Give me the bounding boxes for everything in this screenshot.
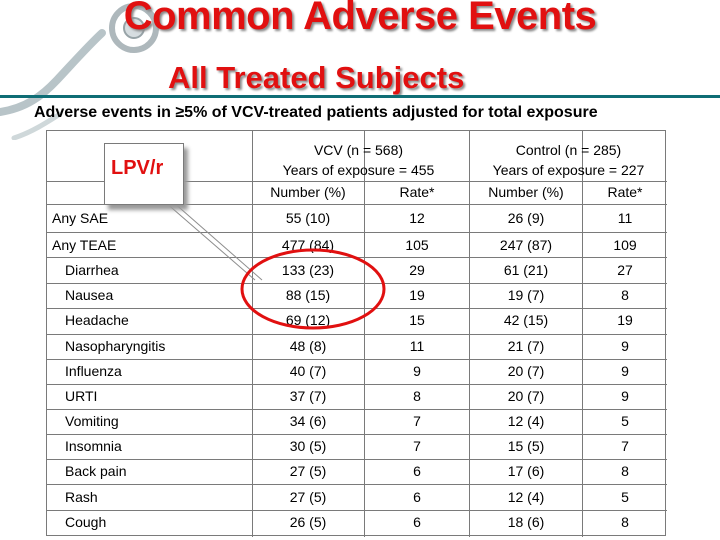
control-rate: 8 [621, 463, 629, 479]
control-number: 21 (7) [507, 338, 545, 354]
vcv-number: 30 (5) [289, 438, 327, 454]
control-number: 247 (87) [499, 237, 553, 253]
lpv-callout [104, 143, 184, 205]
vcv-group-header: VCV (n = 568) Years of exposure = 455 [282, 142, 435, 178]
vcv-rate: 6 [413, 463, 421, 479]
vcv-number: 88 (15) [285, 287, 331, 303]
table-caption: Adverse events in ≥5% of VCV-treated patients adjusted for total exposure [34, 104, 598, 121]
vcv-rate: 7 [413, 413, 421, 429]
vcv-rate: 12 [409, 210, 425, 226]
vcv-number: 477 (84) [281, 237, 335, 253]
control-number: 12 (4) [507, 413, 545, 429]
vcv-number-header: Number (%) [270, 184, 346, 200]
vcv-number: 40 (7) [289, 363, 327, 379]
control-number: 15 (5) [507, 438, 545, 454]
vcv-rate: 105 [405, 237, 429, 253]
control-number: 19 (7) [507, 287, 545, 303]
control-rate: 9 [621, 388, 629, 404]
callout-label: LPV/r [111, 157, 164, 179]
row-label: Influenza [65, 363, 122, 379]
control-number: 20 (7) [507, 388, 545, 404]
row-label: Diarrhea [65, 262, 119, 278]
row-label: Cough [65, 514, 107, 530]
vcv-rate: 19 [409, 287, 425, 303]
vcv-number: 48 (8) [289, 338, 327, 354]
row-label: Any TEAE [52, 237, 117, 253]
row-label: Vomiting [65, 413, 119, 429]
row-label: Any SAE [52, 210, 109, 226]
vcv-rate-header: Rate* [399, 184, 435, 200]
vcv-number: 34 (6) [289, 413, 327, 429]
control-rate: 8 [621, 514, 629, 530]
vcv-number: 37 (7) [289, 388, 327, 404]
control-number: 42 (15) [503, 312, 549, 328]
vcv-rate: 9 [413, 363, 421, 379]
vcv-number: 27 (5) [289, 463, 327, 479]
row-label: Insomnia [65, 438, 122, 454]
page-subtitle: All Treated Subjects [168, 60, 465, 95]
row-label: URTI [65, 388, 98, 404]
vcv-rate: 11 [409, 338, 425, 354]
control-number: 17 (6) [507, 463, 545, 479]
control-rate: 109 [613, 237, 637, 253]
control-number: 12 (4) [507, 489, 545, 505]
control-number: 20 (7) [507, 363, 545, 379]
control-group-header: Control (n = 285) Years of exposure = 227 [492, 142, 645, 178]
control-number: 26 (9) [507, 210, 545, 226]
row-label: Headache [65, 312, 129, 328]
control-rate: 11 [617, 210, 633, 226]
control-rate: 5 [621, 489, 629, 505]
control-rate-header: Rate* [607, 184, 643, 200]
row-label: Nausea [65, 287, 114, 303]
vcv-number: 27 (5) [289, 489, 327, 505]
vcv-number: 26 (5) [289, 514, 327, 530]
row-label: Rash [65, 489, 98, 505]
control-rate: 27 [617, 262, 633, 278]
vcv-rate: 6 [413, 514, 421, 530]
row-label: Nasopharyngitis [65, 338, 166, 354]
vcv-rate: 29 [409, 262, 425, 278]
row-label: Back pain [65, 463, 127, 479]
vcv-number: 55 (10) [285, 210, 331, 226]
vcv-rate: 8 [413, 388, 421, 404]
control-rate: 7 [621, 438, 629, 454]
title-divider [0, 95, 720, 98]
control-number-header: Number (%) [488, 184, 564, 200]
control-rate: 9 [621, 363, 629, 379]
control-number: 18 (6) [507, 514, 545, 530]
vcv-number: 133 (23) [281, 262, 335, 278]
control-rate: 19 [617, 312, 633, 328]
vcv-rate: 6 [413, 489, 421, 505]
vcv-number: 69 (12) [285, 312, 331, 328]
control-rate: 8 [621, 287, 629, 303]
vcv-rate: 7 [413, 438, 421, 454]
control-rate: 9 [621, 338, 629, 354]
control-rate: 5 [621, 413, 629, 429]
vcv-rate: 15 [409, 312, 425, 328]
page-title: Common Adverse Events [123, 0, 597, 38]
control-number: 61 (21) [503, 262, 549, 278]
